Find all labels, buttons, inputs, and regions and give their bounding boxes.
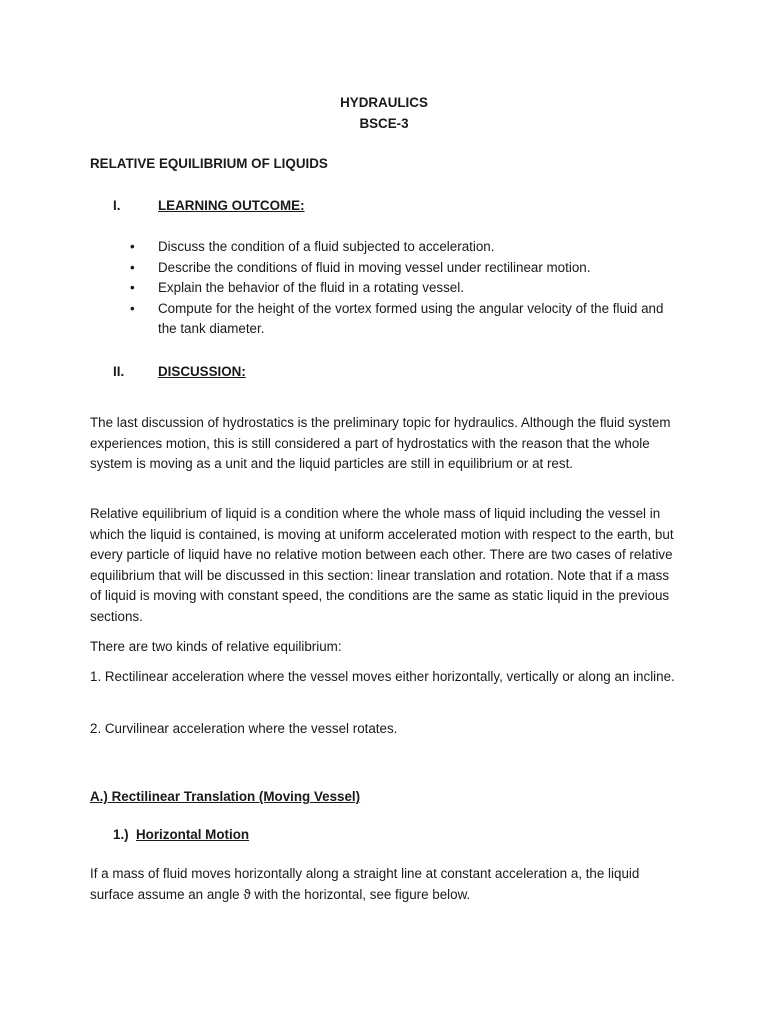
section-a-heading: A.) Rectilinear Translation (Moving Vessel) <box>90 789 361 804</box>
subsection-number: 1.) <box>113 827 129 842</box>
discussion-paragraph-2: Relative equilibrium of liquid is a condition where the whole mass of liquid including the vessel in which the liquid is contained, is moving at uniform accelerated motion with respect to the earth, but every particle of liquid have no relative motion between each other. There are two cases of relative equilibrium that will be discussed in this section: linear translation and rotation. Note that if a mass of liquid is moving with constant speed, the conditions are the same as static liquid in the previous sections. <box>90 506 674 624</box>
list-item: • Discuss the condition of a fluid subjected to acceleration. <box>130 237 680 258</box>
subsection-heading: Horizontal Motion <box>136 827 250 842</box>
discussion-paragraph-3: There are two kinds of relative equilibrium: <box>90 639 342 654</box>
discussion-paragraph-1: The last discussion of hydrostatics is the preliminary topic for hydraulics. Although the fluid system experiences motion, this is still considered a part of hydrostatics with the reason that the whole system is moving as a unit and the liquid particles are still in equilibrium or at rest. <box>90 415 671 471</box>
topic-title: RELATIVE EQUILIBRIUM OF LIQUIDS <box>90 156 328 171</box>
discussion-numeral: II. <box>113 364 125 379</box>
list-item: • Describe the conditions of fluid in moving vessel under rectilinear motion. <box>130 258 680 279</box>
bullet-icon: • <box>130 259 135 275</box>
discussion-paragraph-5: 2. Curvilinear acceleration where the vessel rotates. <box>90 721 398 736</box>
bullet-icon: • <box>130 239 135 254</box>
bullet-icon: • <box>130 300 135 316</box>
discussion-heading: DISCUSSION: <box>158 364 246 379</box>
course-title: HYDRAULICS <box>340 95 428 110</box>
learning-outcome-list <box>130 237 680 340</box>
course-section: BSCE-3 <box>359 116 409 131</box>
section-a-paragraph: If a mass of fluid moves horizontally along a straight line at constant acceleration a, the liquid surface assume an angle ϑ with the horizontal, see figure below. <box>90 866 640 902</box>
bullet-icon: • <box>130 280 135 295</box>
list-item: • Compute for the height of the vortex formed using the angular velocity of the fluid and the tank diameter. <box>130 300 664 336</box>
discussion-paragraph-4: 1. Rectilinear acceleration where the vessel moves either horizontally, vertically or along an incline. <box>90 669 675 684</box>
learning-outcome-heading: LEARNING OUTCOME: <box>158 198 305 213</box>
learning-outcome-numeral: I. <box>113 198 121 213</box>
list-item: • Explain the behavior of the fluid in a rotating vessel. <box>130 278 680 299</box>
